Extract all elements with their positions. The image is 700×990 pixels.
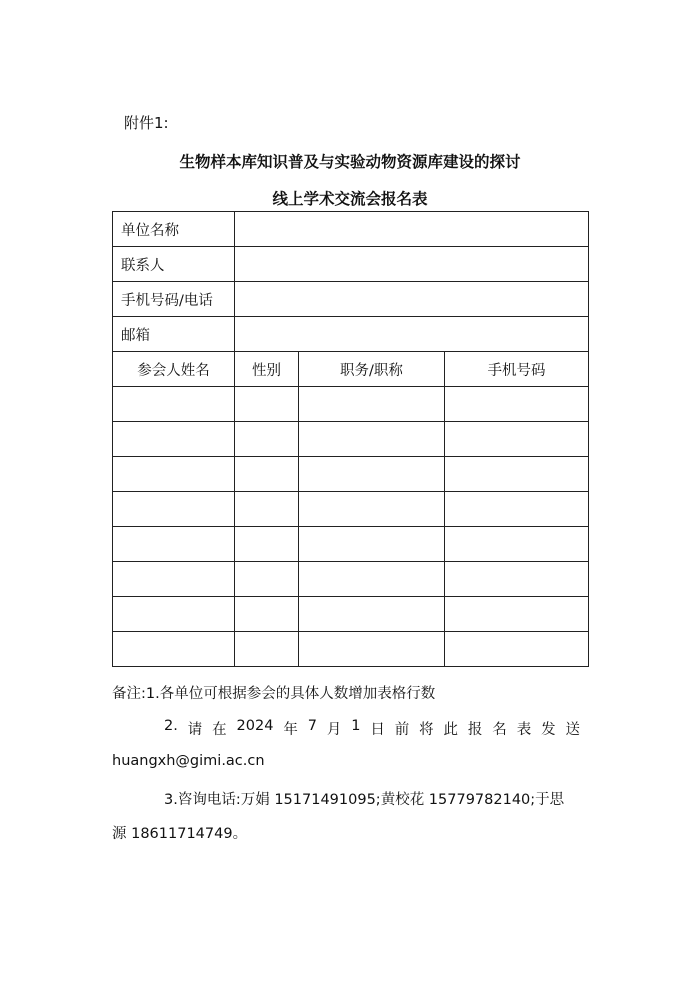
cell-gender[interactable] xyxy=(235,387,299,422)
participant-header-row xyxy=(113,352,589,387)
cell-position[interactable] xyxy=(299,597,445,632)
row-label-phone: 手机号码/电话 xyxy=(113,282,235,317)
note-2-token: 日 xyxy=(370,722,385,738)
note-2-email: huangxh@gimi.ac.cn xyxy=(112,753,265,769)
cell-position[interactable] xyxy=(299,632,445,667)
cell-position[interactable] xyxy=(299,527,445,562)
table-row xyxy=(113,317,589,352)
note-3-line2: 源 18611714749。 xyxy=(112,826,248,842)
cell-name[interactable] xyxy=(113,457,235,492)
header-mobile: 手机号码 xyxy=(445,352,589,387)
cell-position[interactable] xyxy=(299,422,445,457)
form-title-line2: 线上学术交流会报名表 xyxy=(272,190,428,208)
note-2-token: 报 xyxy=(467,722,483,738)
participant-row xyxy=(113,457,589,492)
cell-position[interactable] xyxy=(299,457,445,492)
header-position: 职务/职称 xyxy=(299,352,445,387)
participant-row xyxy=(113,387,589,422)
cell-mobile[interactable] xyxy=(445,457,589,492)
cell-mobile[interactable] xyxy=(445,387,589,422)
note-3-line1: 3.咨询电话:万娟 15171491095;黄校花 15779782140;于思 xyxy=(164,792,565,808)
note-1: 备注:1.各单位可根据参会的具体人数增加表格行数 xyxy=(112,686,436,702)
note-2-token: 前 xyxy=(394,722,410,738)
cell-name[interactable] xyxy=(113,597,235,632)
cell-gender[interactable] xyxy=(235,457,299,492)
header-participant-name: 参会人姓名 xyxy=(113,352,235,387)
note-2-token: 2024 xyxy=(236,718,274,734)
cell-gender[interactable] xyxy=(235,597,299,632)
participant-row xyxy=(113,597,589,632)
registration-table xyxy=(112,211,589,667)
cell-mobile[interactable] xyxy=(445,597,589,632)
note-2-token: 7 xyxy=(307,718,317,734)
cell-position[interactable] xyxy=(299,492,445,527)
row-label-org: 单位名称 xyxy=(113,212,235,247)
attachment-label: 附件1: xyxy=(124,114,169,132)
cell-gender[interactable] xyxy=(235,492,299,527)
cell-gender[interactable] xyxy=(235,562,299,597)
note-2-token: 名 xyxy=(492,722,507,738)
contact-field[interactable] xyxy=(235,247,589,282)
cell-position[interactable] xyxy=(299,562,445,597)
cell-position[interactable] xyxy=(299,387,445,422)
participant-row xyxy=(113,527,589,562)
table-row xyxy=(113,212,589,247)
cell-name[interactable] xyxy=(113,387,235,422)
note-2-token: 发 xyxy=(541,722,556,738)
table-row xyxy=(113,247,589,282)
note-2-line1 xyxy=(164,718,580,739)
cell-name[interactable] xyxy=(113,527,235,562)
participant-row xyxy=(113,422,589,457)
cell-mobile[interactable] xyxy=(445,562,589,597)
note-2-token: 表 xyxy=(516,722,532,738)
form-title-line1: 生物样本库知识普及与实验动物资源库建设的探讨 xyxy=(179,153,521,171)
cell-gender[interactable] xyxy=(235,632,299,667)
participant-row xyxy=(113,632,589,667)
cell-name[interactable] xyxy=(113,492,235,527)
note-2-token: 此 xyxy=(443,722,459,738)
table-row xyxy=(113,282,589,317)
header-gender: 性别 xyxy=(235,352,299,387)
note-2-token: 月 xyxy=(326,722,342,738)
note-2-token: 2. xyxy=(164,718,178,734)
email-field[interactable] xyxy=(235,317,589,352)
participant-row xyxy=(113,492,589,527)
row-label-contact: 联系人 xyxy=(113,247,235,282)
cell-gender[interactable] xyxy=(235,527,299,562)
cell-mobile[interactable] xyxy=(445,422,589,457)
cell-gender[interactable] xyxy=(235,422,299,457)
org-name-field[interactable] xyxy=(235,212,589,247)
row-label-email: 邮箱 xyxy=(113,317,235,352)
cell-mobile[interactable] xyxy=(445,632,589,667)
note-2-token: 在 xyxy=(212,722,227,738)
note-2-token: 将 xyxy=(419,722,434,738)
note-2-token: 请 xyxy=(187,722,203,738)
phone-field[interactable] xyxy=(235,282,589,317)
cell-name[interactable] xyxy=(113,562,235,597)
cell-name[interactable] xyxy=(113,422,235,457)
cell-mobile[interactable] xyxy=(445,527,589,562)
note-2-token: 送 xyxy=(565,722,580,738)
cell-name[interactable] xyxy=(113,632,235,667)
note-2-token: 1 xyxy=(351,718,361,734)
cell-mobile[interactable] xyxy=(445,492,589,527)
participant-row xyxy=(113,562,589,597)
note-2-token: 年 xyxy=(283,722,298,738)
